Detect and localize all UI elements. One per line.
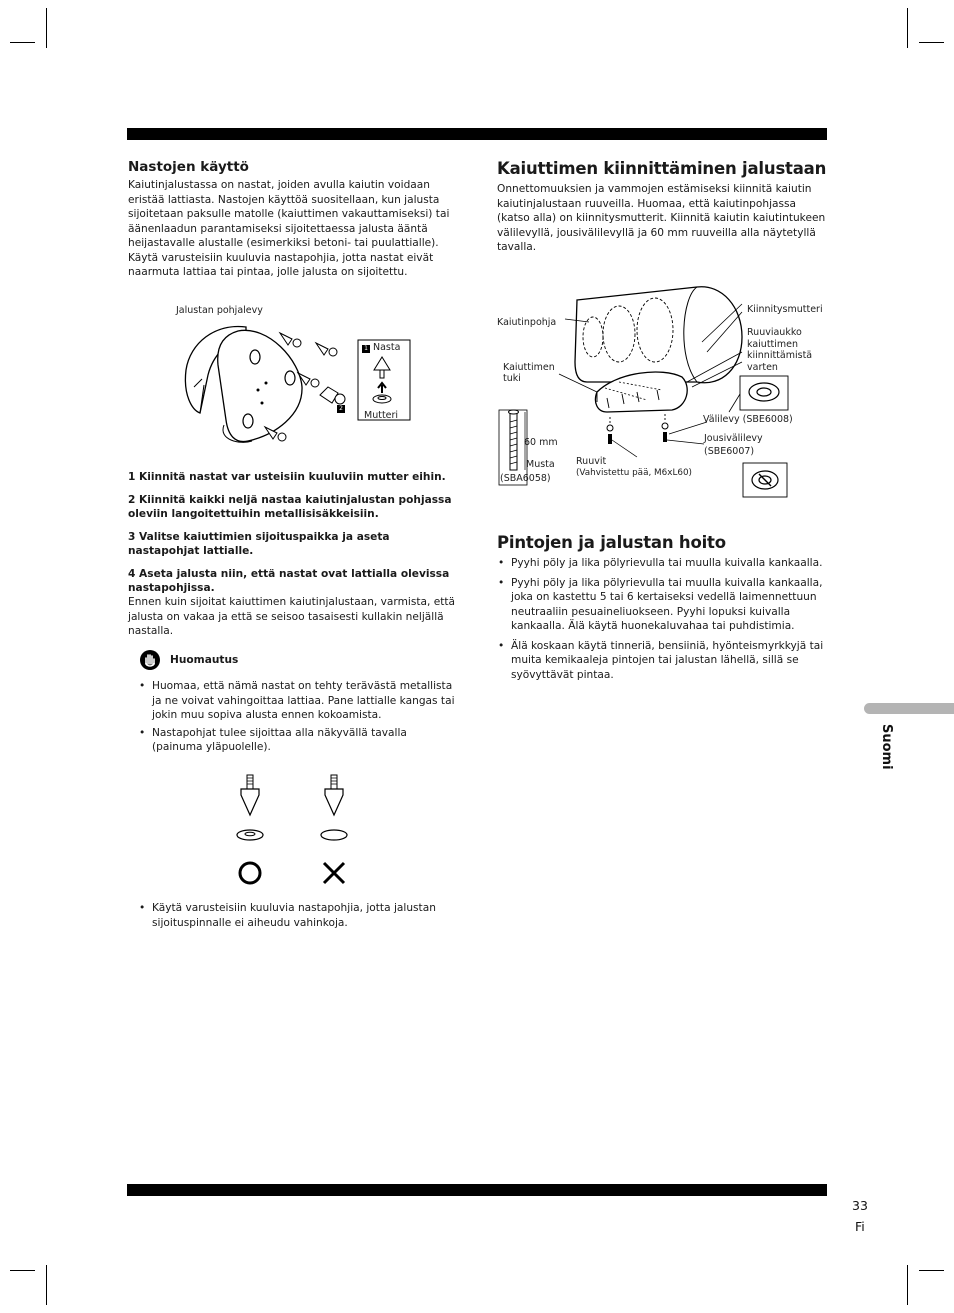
label-speaker-support: Kaiuttimen xyxy=(503,362,555,373)
label-screw-length: 60 mm xyxy=(524,437,558,448)
step-2: 2 Kiinnitä kaikki neljä nastaa kaiutinjalustan pohjassa oleviin langoitettuihin metallisisäkkeisiin. xyxy=(128,494,452,520)
caution-title: Huomautus xyxy=(170,654,239,666)
label-mount-nut: Kiinnitysmutteri xyxy=(747,304,823,315)
final-note xyxy=(128,901,460,933)
caution-item: • Nastapohjat tulee sijoittaa alla näkyvällä tavalla (painuma yläpuolelle). xyxy=(128,726,460,755)
page-number: 33 xyxy=(852,1198,868,1213)
label-screws: Ruuvit xyxy=(576,456,607,467)
caution-block xyxy=(128,650,460,758)
crop-mark xyxy=(919,1270,944,1271)
correct-orientation-drawing xyxy=(237,775,263,883)
label-speaker-base: Kaiutinpohja xyxy=(497,317,557,328)
label-speaker-support: tuki xyxy=(503,373,521,384)
label-spring-washer: (SBE6007) xyxy=(704,446,755,457)
left-column xyxy=(128,159,460,280)
label-screw-hole: varten xyxy=(747,362,778,373)
section-title-mount: Kaiuttimen kiinnittäminen jalustaan xyxy=(497,159,827,178)
label-spike: Nasta xyxy=(373,342,401,353)
right-column-care xyxy=(497,533,827,685)
label-screw-hole: kaiuttimen xyxy=(747,339,799,350)
steps-list xyxy=(128,470,460,639)
crop-mark xyxy=(10,1270,35,1271)
care-item: • Pyyhi pöly ja lika pölyrievulla tai muulla kuivalla kankaalla. xyxy=(487,556,827,571)
caution-item: • Huomaa, että nämä nastat on tehty terävästä metallista ja ne voivat vahingoittaa lattiaa. Pane lattialle kangas tai jokin muu sopiva alusta ennen kokoamista. xyxy=(128,679,460,723)
right-column-mount xyxy=(497,159,827,255)
language-tab xyxy=(864,703,954,714)
crop-mark xyxy=(46,8,47,48)
marker-1: 1 xyxy=(362,345,370,353)
care-item: • Pyyhi pöly ja lika pölyrievulla tai muulla kuivalla kankaalla, joka on kastettu 5 tai 6 kertaiseksi vedellä laimennettuun neutraaliin pesuaineliuokseen. Pyyhi lopuksi kuivalla kankaalla. Älä käytä huonekaluvahaa tai puhdistimia. xyxy=(487,576,827,634)
step-4: 4 Aseta jalusta niin, että nastat ovat lattialla olevissa nastapohjissa. xyxy=(128,568,450,594)
spikes-intro: Kaiutinjalustassa on nastat, joiden avulla kaiutin voidaan eristää lattiasta. Nastojen käyttöä suositellaan, kun jalusta sijoitetaan paksulle matolle (kaiuttimen vakauttamiseksi) tai äänenlaadun parantamiseksi sijoitettaessa jalusta ääntä heijastavalle alustalle (esimerkiksi betoni- tai puulattialle). Käytä varusteisiin kuuluvia nastapohjia, jotta nastat eivät naarmuta lattiaa tai pintaa, jolle jalusta on sijoitettu. xyxy=(128,179,450,278)
language-label: Suomi xyxy=(879,724,894,770)
caution-hand-icon xyxy=(140,650,160,670)
step-3: 3 Valitse kaiuttimien sijoituspaikka ja aseta nastapohjat lattialle. xyxy=(128,531,390,557)
label-base-plate: Jalustan pohjalevy xyxy=(176,305,263,316)
final-item: • Käytä varusteisiin kuuluvia nastapohjia, jotta jalustan sijoituspinnalle ei aiheudu vahinkoja. xyxy=(128,901,460,930)
care-item: • Älä koskaan käytä tinneriä, bensiiniä, hyönteismyrkkyjä tai muita kemikaaleja pintojen tai jalustan lähellä, sillä se syövyttävät pintaa. xyxy=(487,639,827,683)
crop-mark xyxy=(10,42,35,43)
label-spring-washer: Jousivälilevy xyxy=(704,433,763,444)
label-black: Musta xyxy=(526,459,555,470)
caution-list xyxy=(128,679,460,755)
crop-mark xyxy=(919,42,944,43)
crop-mark xyxy=(907,8,908,48)
label-screw-hole: kiinnittämistä xyxy=(747,350,813,361)
step-4-note: Ennen kuin sijoitat kaiuttimen kaiutinjalustaan, varmista, että jalusta on vakaa ja että se seisoo tasaisesti kullakin neljällä nastalla. xyxy=(128,596,456,637)
marker-2: 2 xyxy=(337,405,345,413)
incorrect-orientation-drawing xyxy=(321,775,347,883)
crop-mark xyxy=(46,1265,47,1305)
label-screw-hole: Ruuviaukko xyxy=(747,327,802,338)
speaker-mounting-drawing xyxy=(497,282,827,502)
section-title-spikes: Nastojen käyttö xyxy=(128,159,249,175)
section-title-care: Pintojen ja jalustan hoito xyxy=(497,533,726,552)
label-nut: Mutteri xyxy=(364,410,399,421)
label-black-code: (SBA6058) xyxy=(500,473,551,484)
figure-spike-shoe-orientation xyxy=(232,775,352,890)
step-1: 1 Kiinnitä nastat var usteisiin kuuluviin mutter eihin. xyxy=(128,471,446,483)
incorrect-cross-icon xyxy=(324,863,344,883)
label-screws-spec: (Vahvistettu pää, M6xL60) xyxy=(576,468,692,478)
header-bar xyxy=(127,128,827,140)
spike-assembly-drawing xyxy=(180,315,420,450)
page-language-code: Fi xyxy=(855,1219,865,1234)
correct-circle-icon xyxy=(240,863,260,883)
footer-bar xyxy=(127,1184,827,1196)
label-washer: Välilevy (SBE6008) xyxy=(703,414,793,425)
care-list xyxy=(487,556,827,682)
mount-intro: Onnettomuuksien ja vammojen estämiseksi kiinnitä kaiutin kaiutinjalustaan ruuveilla. Huomaa, että kaiutinpohjassa (katso alla) on kiinnitysmutterit. Kiinnitä kaiutin kaiutintukeen välilevyllä, jousivälilevyllä ja 60 mm ruuveilla alla näytetyllä tavalla. xyxy=(497,183,826,253)
crop-mark xyxy=(907,1265,908,1305)
